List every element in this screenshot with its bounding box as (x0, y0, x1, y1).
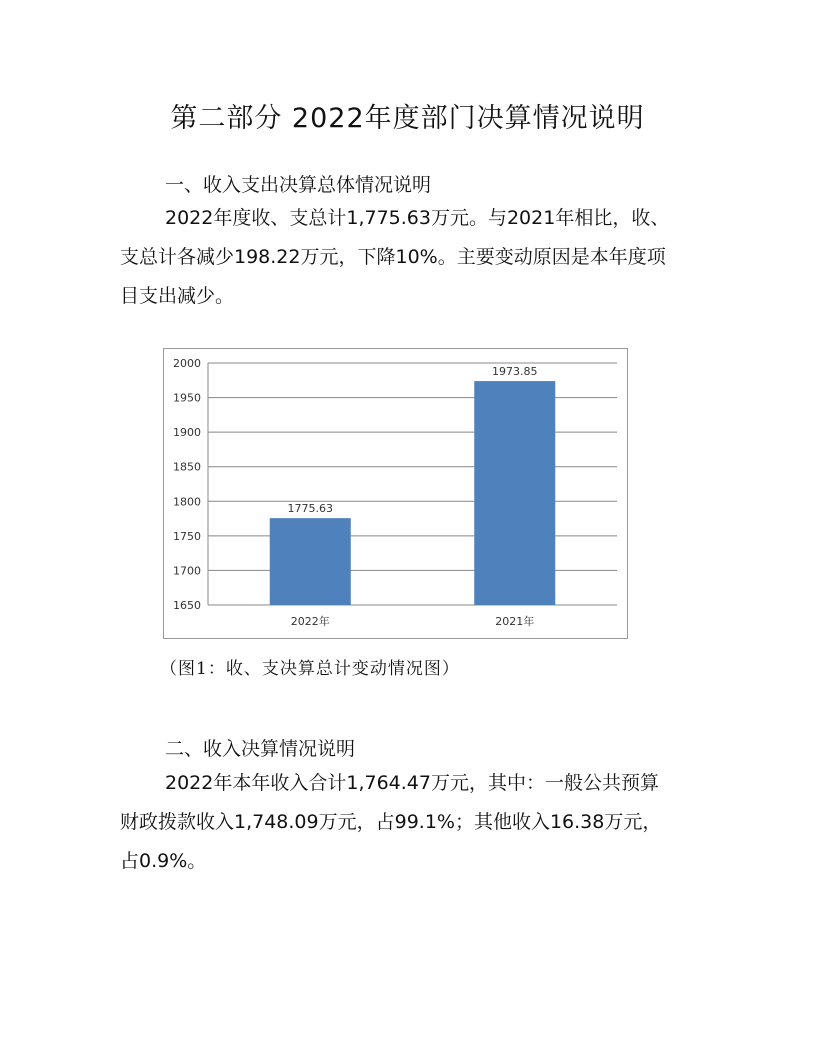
paragraph-line: 2022年度收、支总计1,775.63万元。与2021年相比，收、 (165, 207, 670, 229)
x-tick-label: 2022年 (290, 615, 330, 628)
bar-chart (163, 348, 628, 639)
paragraph-line: 财政拨款收入1,748.09万元，占99.1%；其他收入16.38万元， (120, 811, 662, 833)
x-tick-label: 2021年 (495, 615, 535, 628)
y-tick-label: 2000 (173, 357, 201, 370)
paragraph-line: 占0.9%。 (120, 850, 207, 872)
y-tick-label: 1750 (173, 529, 201, 543)
y-tick-label: 1850 (173, 460, 201, 474)
y-tick-label: 1700 (173, 564, 201, 578)
paragraph-line: 支总计各减少198.22万元，下降10%。主要变动原因是本年度项 (120, 246, 666, 268)
y-tick-label: 1950 (173, 391, 201, 405)
section-heading-income: 二、收入决算情况说明 (165, 738, 356, 760)
paragraph-line: 目支出减少。 (120, 285, 235, 307)
bar-chart-svg (164, 349, 627, 638)
data-label: 1973.85 (492, 365, 538, 379)
y-tick-label: 1900 (173, 426, 201, 440)
section-paragraph-overview (120, 199, 705, 316)
bar-0 (270, 518, 351, 605)
y-tick-label: 1650 (173, 599, 201, 612)
page-title: 第二部分 2022年度部门决算情况说明 (170, 103, 645, 134)
paragraph-line: 2022年本年收入合计1,764.47万元，其中：一般公共预算 (165, 772, 659, 794)
section-heading-income-expense-overview: 一、收入支出决算总体情况说明 (165, 174, 432, 196)
chart-caption: （图1：收、支决算总计变动情况图） (160, 659, 460, 679)
bar-1 (474, 381, 555, 605)
section-paragraph-income (120, 764, 720, 881)
y-tick-label: 1800 (173, 495, 201, 509)
data-label: 1775.63 (287, 502, 333, 516)
